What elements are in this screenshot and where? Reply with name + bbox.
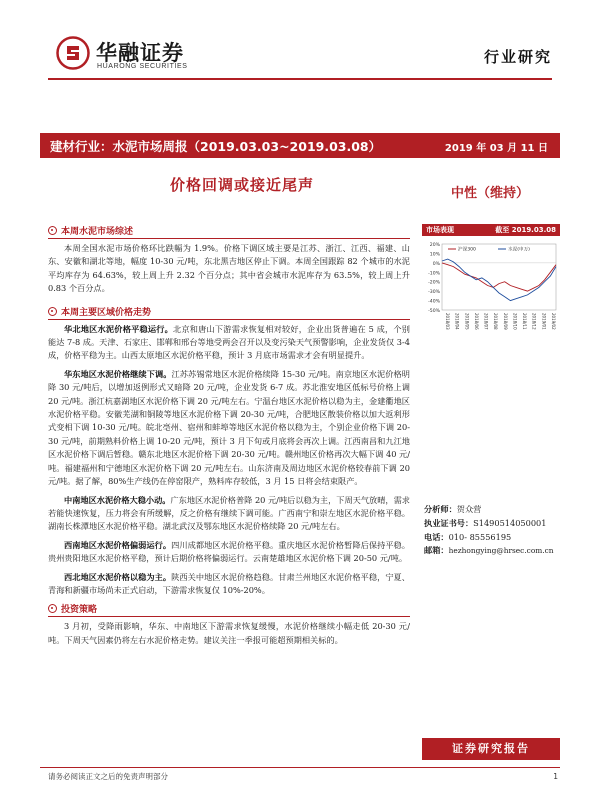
x-tick-label: 2018/06 <box>473 313 479 330</box>
market-performance-header <box>422 224 560 236</box>
analyst-info <box>424 503 560 558</box>
analyst-phone: 010- 85556195 <box>448 531 512 542</box>
paragraph-text: 本周全国水泥市场价格环比跌幅为 1.9%。价格下调区域主要是江苏、浙江、江西、福建、山东、安徽和湖北等地，幅度 10-30 元/吨，东北黑吉地区停止下调。本周全国跟踪 82 个城市的水泥平均库存为 64.63%，较上周上升 2.32 个百分点；其中省会城市水泥库存为 63.5%，较上周上升 0.83 个百分点。 <box>48 243 410 294</box>
paragraph-text: 广东地区水泥价格普降 20 元/吨后以稳为主，下周天气放晴，需求若能快速恢复，压力将会有所缓解，反之价格有继续下调可能。广西南宁和崇左地区水泥价格平稳。湖南长株潭地区水泥价格平稳。湖北武汉及鄂东地区水泥价格续降 20 元/吨左右。 <box>48 494 410 532</box>
y-tick-label: -10% <box>428 271 440 277</box>
paragraph-lead: 华北地区水泥价格平稳运行。 <box>64 323 173 334</box>
x-tick-label: 2018/09 <box>502 313 508 330</box>
analyst-cert: S1490514050001 <box>473 517 547 528</box>
analyst-email[interactable]: hezhongying@hrsec.com.cn <box>448 546 554 556</box>
analyst-phone-row <box>424 531 560 545</box>
report-date: 2019 年 03 月 11 日 <box>444 143 548 154</box>
y-tick-label: 0% <box>432 261 440 267</box>
paragraph-lead: 西南地区水泥价格偏弱运行。 <box>64 539 172 550</box>
main-content <box>48 224 410 652</box>
footer-divider <box>40 767 560 768</box>
huarong-logo-icon <box>56 36 90 70</box>
section-strategy <box>48 602 410 647</box>
title-bar <box>40 133 560 158</box>
x-tick-label: 2018/03 <box>445 313 450 330</box>
paragraph <box>48 323 410 363</box>
analyst-name: 贺众营 <box>456 504 482 514</box>
y-tick-label: -20% <box>428 280 440 286</box>
x-tick-label: 2018/11 <box>522 313 528 330</box>
x-tick-label: 2018/04 <box>454 313 460 330</box>
paragraph-lead: 中南地区水泥价格大稳小动。 <box>64 494 171 505</box>
market-performance-chart <box>422 238 560 356</box>
paragraph <box>48 620 410 647</box>
market-as-of: 截至 2019.03.08 <box>495 226 556 234</box>
analyst-email-row <box>424 544 560 558</box>
plot-area <box>442 244 556 310</box>
paragraph <box>48 368 410 489</box>
paragraph-text: 江苏苏锡常地区水泥价格续降 15-30 元/吨。南京地区水泥价格明降 30 元/吨后，以增加返例形式又暗降 20 元/吨，企业发货 6-7 成。苏北淮安地区低标号价格上调 20 元/吨。浙江杭嘉湖地区水泥价格下调 20 元/吨左右。宁温台地区水泥价格以稳为主，金建衢地区水泥价格平稳。安徽芜湖和铜陵等地区水泥价格下调 20-30 元/吨，合肥地区散装价格以加大返利形式变相下调 10-30 元/吨。皖北亳州、宿州和蚌埠等地区水泥价格以稳为主，个别企业价格下调 20-30 元/吨，前期熟料价格上调 10-20 元/吨，预计 3 月下旬或月底将会再次上调。江西南昌和九江地区水泥价格下调后暂稳。赣东北地区水泥价格下调 20-30 元/吨。赣州地区价格再次大幅下调 40 元/吨。福建福州和宁德地区水泥价格下调 20 元/吨左右。山东济南及周边地区水泥价格较春前下调 20 元/吨。据了解，80%生产线仍在停窑限产，熟料库存较低，3 月 15 日将会结束限产。 <box>48 368 410 487</box>
sidebar <box>422 224 560 356</box>
x-tick-label: 2018/07 <box>483 313 489 330</box>
paragraph <box>48 494 410 534</box>
paragraph-lead: 西北地区水泥价格以稳为主。 <box>64 571 172 582</box>
analyst-email-label: 邮箱： <box>424 545 449 556</box>
report-title: 建材行业：水泥市场周报（2019.03.03~2019.03.08） <box>50 139 382 154</box>
report-badge: 证券研究报告 <box>422 738 560 760</box>
bullet-circle-icon <box>48 604 57 613</box>
x-tick-label: 2018/05 <box>464 313 470 330</box>
header-divider <box>48 78 552 80</box>
analyst-name-row <box>424 503 560 517</box>
analyst-cert-label: 执业证书号： <box>424 517 474 528</box>
report-type: 行业研究 <box>483 48 552 66</box>
page-number: 1 <box>553 772 558 781</box>
paragraph <box>48 571 410 598</box>
section-market-summary <box>48 224 410 296</box>
analyst-name-label: 分析师： <box>424 504 457 514</box>
x-tick-label: 2019/02 <box>551 313 556 330</box>
x-tick-label: 2018/12 <box>531 313 537 330</box>
market-label: 市场表现 <box>426 226 454 234</box>
section-heading-text: 本周主要区域价格走势 <box>61 307 152 318</box>
x-tick-label: 2019/01 <box>541 313 547 330</box>
section-heading <box>48 602 410 617</box>
rating: 中性（维持） <box>451 186 530 201</box>
section-heading <box>48 224 410 239</box>
headline: 价格回调或接近尾声 <box>170 176 315 194</box>
analyst-phone-label: 电话： <box>424 531 449 542</box>
company-logo <box>56 36 216 76</box>
section-regional-trend <box>48 305 410 598</box>
y-tick-label: -30% <box>428 290 440 296</box>
company-name-en: HUARONG SECURITIES <box>97 63 188 70</box>
section-heading-text: 本周水泥市场综述 <box>61 227 134 237</box>
company-name-cn: 华融证券 <box>96 41 184 65</box>
footer-disclaimer: 请务必阅读正文之后的免责声明部分 <box>48 772 168 781</box>
y-tick-label: -40% <box>428 299 440 305</box>
section-heading <box>48 305 410 320</box>
y-tick-label: -50% <box>428 309 440 314</box>
y-tick-label: 10% <box>429 252 440 258</box>
legend-label: 水泥(申万) <box>508 247 530 253</box>
paragraph <box>48 539 410 566</box>
x-tick-label: 2018/08 <box>493 313 499 330</box>
analyst-cert-row <box>424 517 560 531</box>
bullet-circle-icon <box>48 226 57 235</box>
paragraph <box>48 242 410 296</box>
paragraph-text: 陕西关中地区水泥价格趋稳。甘肃兰州地区水泥价格平稳，宁夏、青海和新疆市场尚未正式启动，下游需求恢复仅 10%-20%。 <box>48 571 410 595</box>
paragraph-lead: 华东地区水泥价格继续下调。 <box>64 368 172 379</box>
bullet-circle-icon <box>48 307 57 316</box>
paragraph-text: 3 月初，受降雨影响，华东、中南地区下游需求恢复缓慢，水泥价格继续小幅走低 20-30 元/吨。下周天气因素仍将左右水泥价格走势。建议关注一季报可能超预期相关标的。 <box>48 621 410 645</box>
section-heading-text: 投资策略 <box>61 605 98 616</box>
paragraph-text: 北京和唐山下游需求恢复相对较好，企业出货普遍在 5 成，个别能达 7-8 成。天津、石家庄、邯郸和邢台等地受两会召开以及变污染天气预警影响，企业发货仅 3-4 成，价格平稳为主。山西太原地区水泥价格平稳，预计 3 月底市场需求才会有明显提升。 <box>48 323 410 361</box>
legend-label: 沪深300 <box>458 247 476 253</box>
paragraph-text: 四川成都地区水泥价格平稳。重庆地区水泥价格暂降后保持平稳。贵州贵阳地区水泥价格平稳，预计后期价格将偏弱运行。云南楚雄地区水泥价格下调 20-50 元/吨。 <box>48 539 410 564</box>
x-tick-label: 2018/10 <box>512 313 518 330</box>
y-tick-label: 20% <box>429 243 440 248</box>
series-line-1 <box>442 259 556 301</box>
